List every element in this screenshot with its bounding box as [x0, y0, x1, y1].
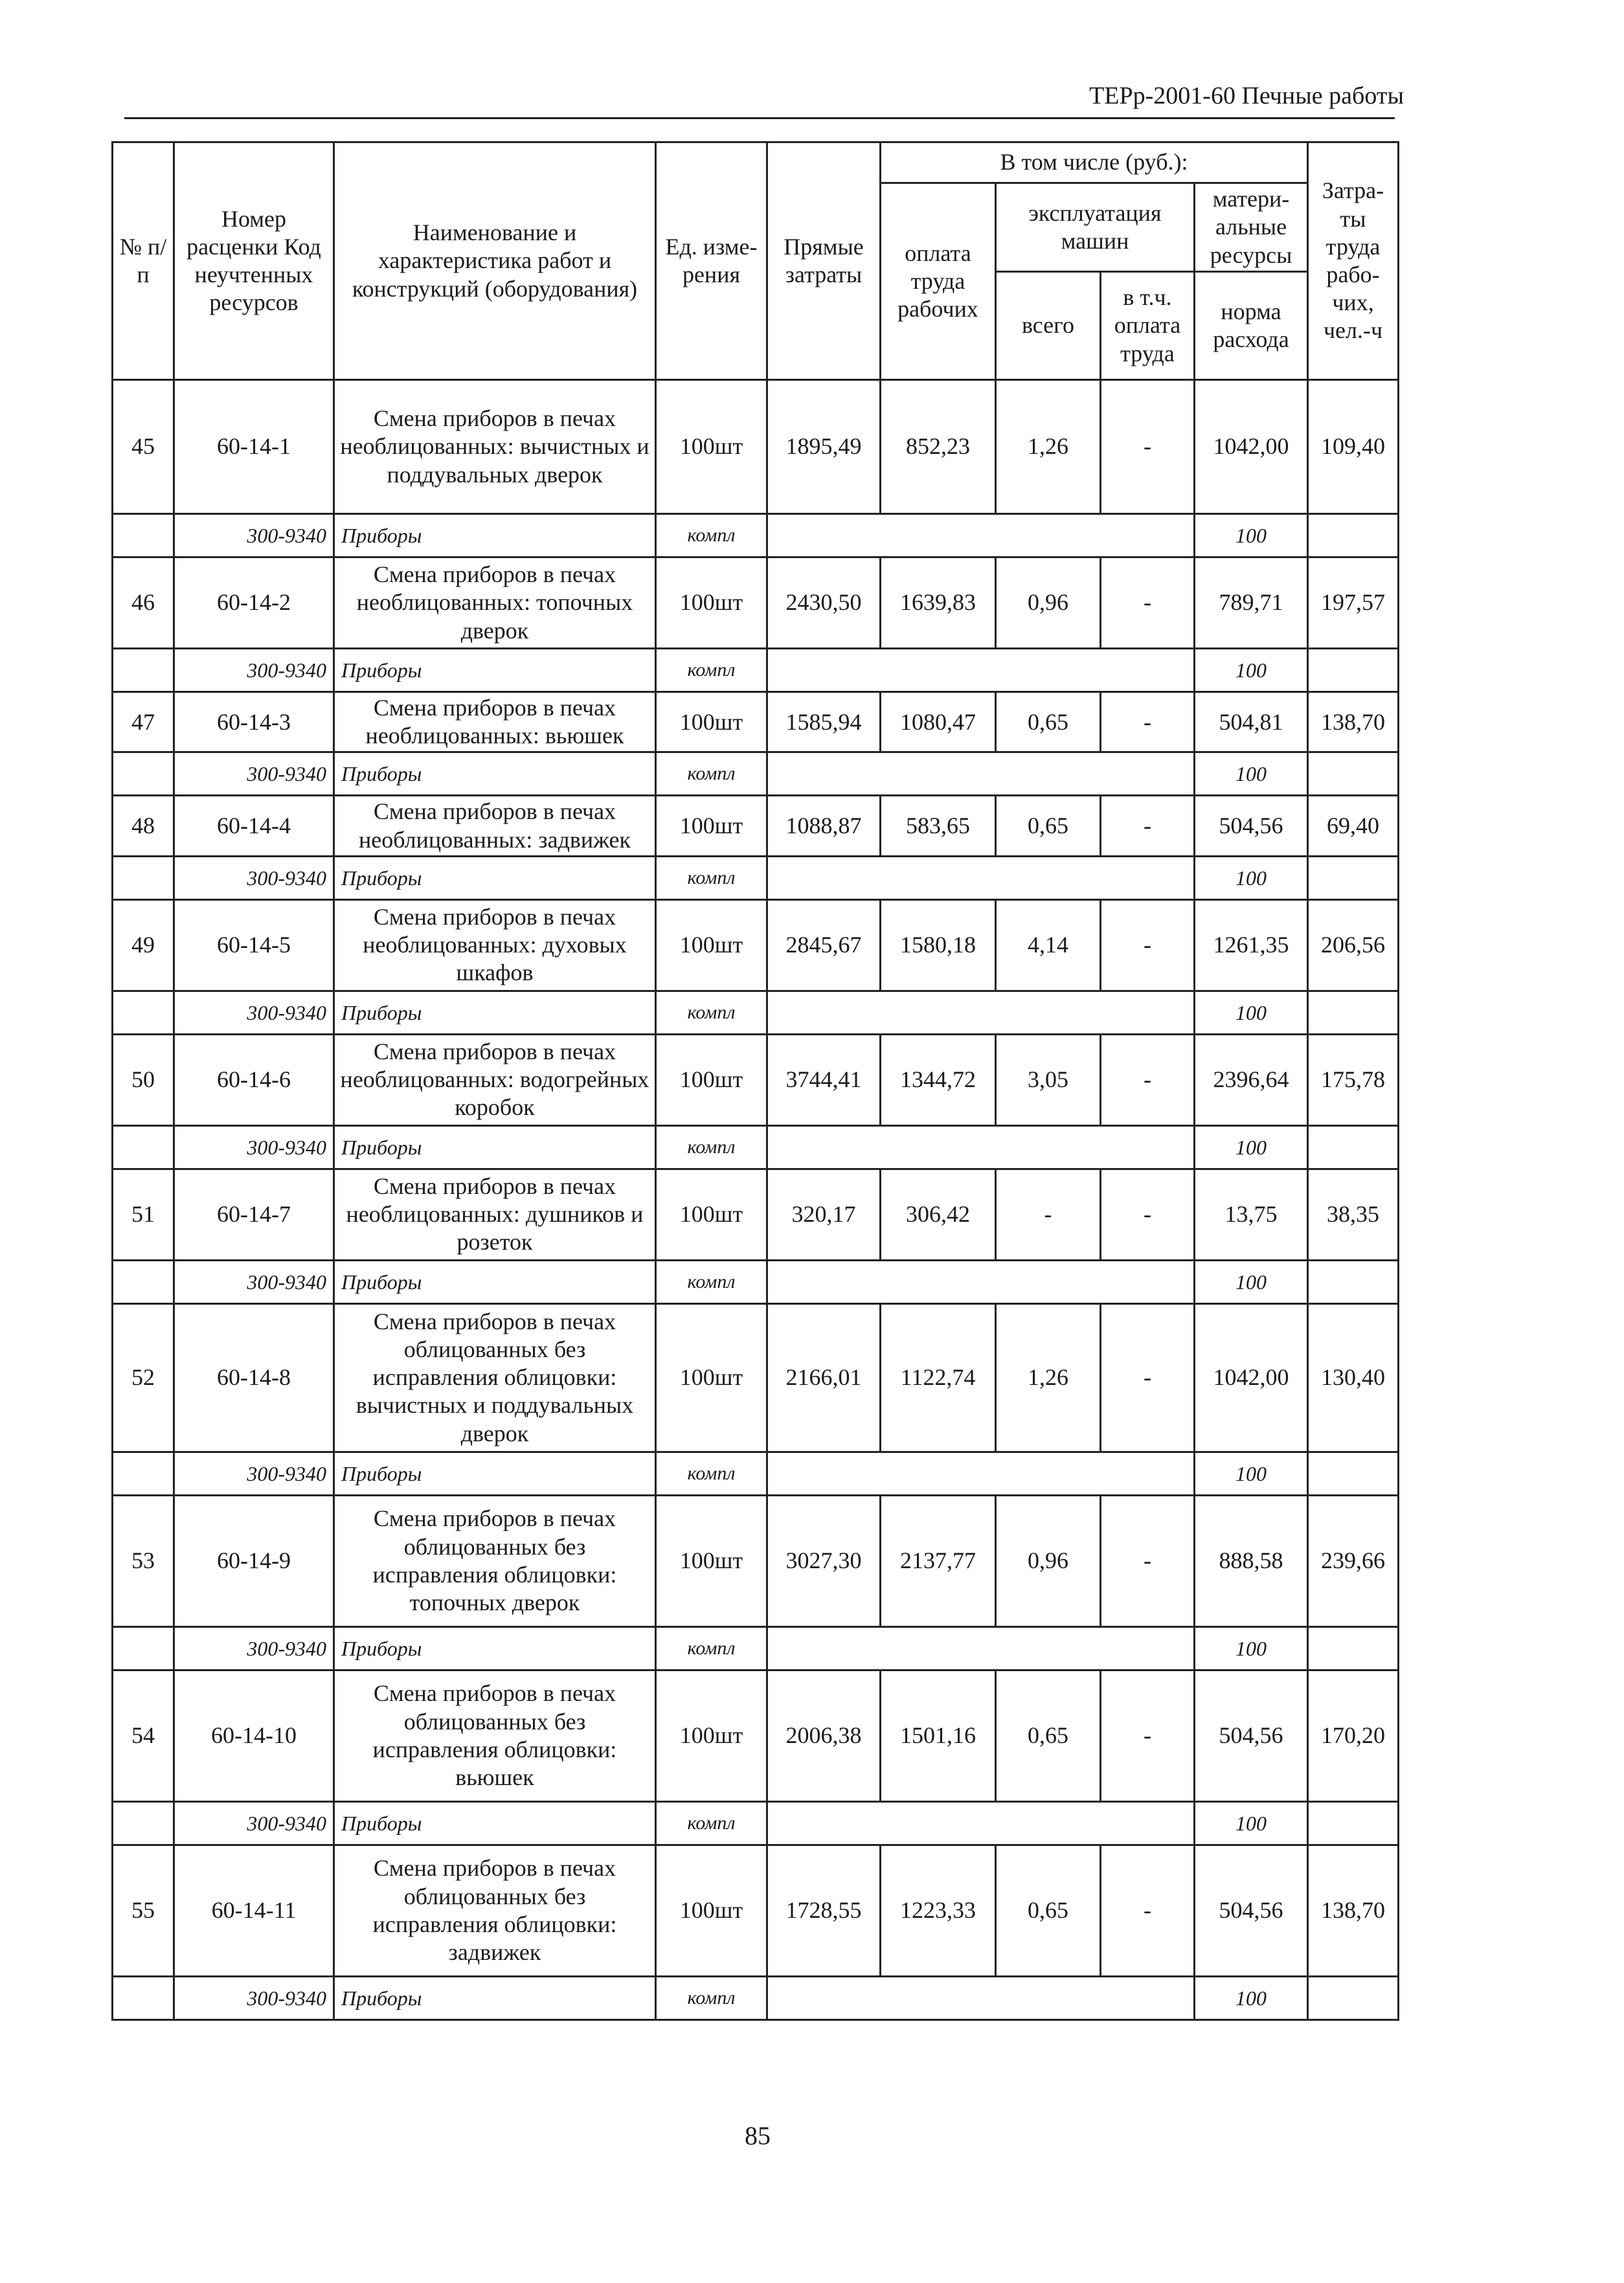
- row-num: 52: [113, 1303, 174, 1452]
- row-code: 60-14-7: [174, 1169, 334, 1260]
- row-labor-pay: 1080,47: [881, 692, 996, 752]
- document-header-title: ТЕРр-2001-60 Печные работы: [1089, 82, 1404, 109]
- resource-hours: [1308, 1452, 1399, 1495]
- row-code: 60-14-10: [174, 1670, 334, 1801]
- row-labor-pay: 583,65: [881, 796, 996, 856]
- row-machines-labor: -: [1101, 1495, 1195, 1626]
- table-row: [113, 557, 1399, 649]
- row-direct-costs: 2006,38: [767, 1670, 881, 1801]
- row-machines-labor: -: [1101, 1670, 1195, 1801]
- row-labor-hours: 197,57: [1308, 557, 1399, 649]
- row-materials: 504,56: [1195, 1845, 1308, 1976]
- row-machines-total: 0,65: [996, 1670, 1101, 1801]
- resource-norm: 100: [1195, 1260, 1308, 1303]
- row-labor-hours: 206,56: [1308, 899, 1399, 991]
- header-machines-total: всего: [996, 272, 1101, 380]
- row-name: Смена приборов в печах облицованных без исправления облицовки: вычистных и поддувальных дверок: [334, 1303, 656, 1452]
- resource-hours: [1308, 752, 1399, 796]
- row-code: 60-14-4: [174, 796, 334, 856]
- resource-code: 300-9340: [174, 514, 334, 557]
- resource-hours: [1308, 1125, 1399, 1169]
- table-row: [113, 1169, 1399, 1260]
- resource-unit: компл: [656, 514, 767, 557]
- row-machines-labor: -: [1101, 796, 1195, 856]
- resource-num: [113, 991, 174, 1034]
- resource-hours: [1308, 991, 1399, 1034]
- row-code: 60-14-8: [174, 1303, 334, 1452]
- row-machines-labor: -: [1101, 1169, 1195, 1260]
- resource-row: [113, 1801, 1399, 1845]
- table-row: [113, 1670, 1399, 1801]
- row-materials: 504,56: [1195, 1670, 1308, 1801]
- row-name: Смена приборов в печах необлицованных: задвижек: [334, 796, 656, 856]
- header-machines-labor: в т.ч. оплата труда: [1101, 272, 1195, 380]
- table-body: [113, 380, 1399, 2020]
- row-machines-total: 0,65: [996, 1845, 1101, 1976]
- resource-hours: [1308, 856, 1399, 899]
- row-num: 46: [113, 557, 174, 649]
- header-machines: эксплуатация машин: [996, 183, 1195, 272]
- row-unit: 100шт: [656, 1670, 767, 1801]
- row-name: Смена приборов в печах облицованных без исправления облицовки: вьюшек: [334, 1670, 656, 1801]
- row-num: 49: [113, 899, 174, 991]
- resource-name: Приборы: [334, 856, 656, 899]
- resource-row: [113, 856, 1399, 899]
- row-labor-pay: 852,23: [881, 380, 996, 514]
- row-machines-total: 1,26: [996, 380, 1101, 514]
- row-materials: 1261,35: [1195, 899, 1308, 991]
- row-labor-hours: 170,20: [1308, 1670, 1399, 1801]
- row-num: 45: [113, 380, 174, 514]
- resource-unit: компл: [656, 649, 767, 692]
- row-unit: 100шт: [656, 796, 767, 856]
- resource-norm: 100: [1195, 856, 1308, 899]
- rates-table: [111, 141, 1399, 2021]
- row-machines-total: 4,14: [996, 899, 1101, 991]
- resource-blank: [767, 752, 1195, 796]
- resource-name: Приборы: [334, 1801, 656, 1845]
- row-machines-labor: -: [1101, 1845, 1195, 1976]
- row-labor-hours: 175,78: [1308, 1034, 1399, 1125]
- row-labor-hours: 69,40: [1308, 796, 1399, 856]
- row-labor-pay: 1122,74: [881, 1303, 996, 1452]
- resource-code: 300-9340: [174, 856, 334, 899]
- row-materials: 504,81: [1195, 692, 1308, 752]
- resource-name: Приборы: [334, 991, 656, 1034]
- resource-blank: [767, 1801, 1195, 1845]
- row-direct-costs: 320,17: [767, 1169, 881, 1260]
- resource-code: 300-9340: [174, 649, 334, 692]
- resource-name: Приборы: [334, 752, 656, 796]
- resource-unit: компл: [656, 1452, 767, 1495]
- resource-num: [113, 1452, 174, 1495]
- resource-norm: 100: [1195, 649, 1308, 692]
- page-number: 85: [745, 2121, 771, 2150]
- row-labor-pay: 1344,72: [881, 1034, 996, 1125]
- row-name: Смена приборов в печах необлицованных: душников и розеток: [334, 1169, 656, 1260]
- resource-hours: [1308, 649, 1399, 692]
- table-row: [113, 1845, 1399, 1976]
- resource-num: [113, 752, 174, 796]
- resource-norm: 100: [1195, 991, 1308, 1034]
- resource-unit: компл: [656, 1260, 767, 1303]
- row-unit: 100шт: [656, 1495, 767, 1626]
- header-direct-costs: Прямые затраты: [767, 142, 881, 380]
- row-labor-pay: 1639,83: [881, 557, 996, 649]
- table-row: [113, 1495, 1399, 1626]
- resource-hours: [1308, 1626, 1399, 1670]
- row-num: 53: [113, 1495, 174, 1626]
- resource-row: [113, 1452, 1399, 1495]
- resource-unit: компл: [656, 1125, 767, 1169]
- row-num: 54: [113, 1670, 174, 1801]
- row-unit: 100шт: [656, 1303, 767, 1452]
- row-machines-labor: -: [1101, 899, 1195, 991]
- row-materials: 2396,64: [1195, 1034, 1308, 1125]
- header-divider: [124, 117, 1395, 119]
- row-machines-labor: -: [1101, 557, 1195, 649]
- row-num: 50: [113, 1034, 174, 1125]
- resource-norm: 100: [1195, 1976, 1308, 2019]
- row-materials: 504,56: [1195, 796, 1308, 856]
- resource-row: [113, 1125, 1399, 1169]
- row-unit: 100шт: [656, 1034, 767, 1125]
- header-labor-pay: оплата труда рабочих: [881, 183, 996, 380]
- row-code: 60-14-5: [174, 899, 334, 991]
- resource-blank: [767, 1626, 1195, 1670]
- row-num: 48: [113, 796, 174, 856]
- row-unit: 100шт: [656, 692, 767, 752]
- header-name: Наименование и характеристика работ и конструкций (оборудования): [334, 142, 656, 380]
- row-name: Смена приборов в печах облицованных без исправления облицовки: топочных дверок: [334, 1495, 656, 1626]
- resource-code: 300-9340: [174, 1452, 334, 1495]
- row-labor-hours: 38,35: [1308, 1169, 1399, 1260]
- resource-hours: [1308, 514, 1399, 557]
- row-machines-labor: -: [1101, 1303, 1195, 1452]
- resource-code: 300-9340: [174, 1260, 334, 1303]
- header-unit: Ед. изме-рения: [656, 142, 767, 380]
- header-norm: норма расхода: [1195, 272, 1308, 380]
- resource-hours: [1308, 1976, 1399, 2019]
- resource-row: [113, 1976, 1399, 2019]
- resource-norm: 100: [1195, 1125, 1308, 1169]
- table-row: [113, 380, 1399, 514]
- table-row: [113, 899, 1399, 991]
- resource-blank: [767, 514, 1195, 557]
- row-num: 47: [113, 692, 174, 752]
- row-unit: 100шт: [656, 1169, 767, 1260]
- row-code: 60-14-1: [174, 380, 334, 514]
- resource-code: 300-9340: [174, 1626, 334, 1670]
- resource-row: [113, 649, 1399, 692]
- table-row: [113, 796, 1399, 856]
- resource-unit: компл: [656, 1801, 767, 1845]
- row-name: Смена приборов в печах необлицованных: вычистных и поддувальных дверок: [334, 380, 656, 514]
- row-labor-pay: 2137,77: [881, 1495, 996, 1626]
- resource-norm: 100: [1195, 514, 1308, 557]
- row-direct-costs: 2430,50: [767, 557, 881, 649]
- resource-norm: 100: [1195, 752, 1308, 796]
- row-machines-total: 3,05: [996, 1034, 1101, 1125]
- resource-hours: [1308, 1260, 1399, 1303]
- row-labor-hours: 138,70: [1308, 1845, 1399, 1976]
- resource-num: [113, 1976, 174, 2019]
- row-materials: 1042,00: [1195, 380, 1308, 514]
- row-materials: 1042,00: [1195, 1303, 1308, 1452]
- resource-code: 300-9340: [174, 1125, 334, 1169]
- resource-blank: [767, 649, 1195, 692]
- resource-num: [113, 649, 174, 692]
- resource-num: [113, 1125, 174, 1169]
- row-machines-labor: -: [1101, 692, 1195, 752]
- resource-norm: 100: [1195, 1452, 1308, 1495]
- table-row: [113, 1303, 1399, 1452]
- header-labor-cost: Затра-ты труда рабо-чих, чел.-ч: [1308, 142, 1399, 380]
- resource-name: Приборы: [334, 514, 656, 557]
- resource-num: [113, 1626, 174, 1670]
- row-name: Смена приборов в печах необлицованных: вьюшек: [334, 692, 656, 752]
- resource-unit: компл: [656, 1626, 767, 1670]
- resource-blank: [767, 1125, 1195, 1169]
- resource-norm: 100: [1195, 1626, 1308, 1670]
- row-machines-labor: -: [1101, 1034, 1195, 1125]
- header-materials: матери-альные ресурсы: [1195, 183, 1308, 272]
- row-materials: 13,75: [1195, 1169, 1308, 1260]
- resource-unit: компл: [656, 752, 767, 796]
- resource-name: Приборы: [334, 1626, 656, 1670]
- resource-blank: [767, 1976, 1195, 2019]
- resource-row: [113, 1260, 1399, 1303]
- row-name: Смена приборов в печах необлицованных: духовых шкафов: [334, 899, 656, 991]
- row-direct-costs: 3744,41: [767, 1034, 881, 1125]
- resource-name: Приборы: [334, 649, 656, 692]
- table-row: [113, 1034, 1399, 1125]
- resource-blank: [767, 856, 1195, 899]
- row-name: Смена приборов в печах необлицованных: топочных дверок: [334, 557, 656, 649]
- row-machines-total: 0,96: [996, 1495, 1101, 1626]
- row-code: 60-14-2: [174, 557, 334, 649]
- resource-num: [113, 1260, 174, 1303]
- resource-row: [113, 752, 1399, 796]
- resource-code: 300-9340: [174, 991, 334, 1034]
- resource-name: Приборы: [334, 1976, 656, 2019]
- row-num: 51: [113, 1169, 174, 1260]
- row-direct-costs: 2166,01: [767, 1303, 881, 1452]
- row-name: Смена приборов в печах необлицованных: водогрейных коробок: [334, 1034, 656, 1125]
- row-labor-hours: 109,40: [1308, 380, 1399, 514]
- resource-code: 300-9340: [174, 1801, 334, 1845]
- row-machines-total: 0,65: [996, 692, 1101, 752]
- row-direct-costs: 1895,49: [767, 380, 881, 514]
- resource-code: 300-9340: [174, 1976, 334, 2019]
- header-code: Номер расценки Код неучтенных ресурсов: [174, 142, 334, 380]
- row-name: Смена приборов в печах облицованных без исправления облицовки: задвижек: [334, 1845, 656, 1976]
- row-machines-total: -: [996, 1169, 1101, 1260]
- row-labor-hours: 130,40: [1308, 1303, 1399, 1452]
- resource-blank: [767, 1260, 1195, 1303]
- row-labor-pay: 1501,16: [881, 1670, 996, 1801]
- resource-num: [113, 514, 174, 557]
- resource-num: [113, 1801, 174, 1845]
- resource-hours: [1308, 1801, 1399, 1845]
- row-unit: 100шт: [656, 380, 767, 514]
- row-code: 60-14-9: [174, 1495, 334, 1626]
- resource-code: 300-9340: [174, 752, 334, 796]
- row-machines-total: 1,26: [996, 1303, 1101, 1452]
- resource-unit: компл: [656, 1976, 767, 2019]
- row-unit: 100шт: [656, 899, 767, 991]
- row-machines-total: 0,65: [996, 796, 1101, 856]
- row-labor-hours: 239,66: [1308, 1495, 1399, 1626]
- row-direct-costs: 1088,87: [767, 796, 881, 856]
- row-code: 60-14-3: [174, 692, 334, 752]
- row-materials: 888,58: [1195, 1495, 1308, 1626]
- header-including: В том числе (руб.):: [881, 142, 1308, 183]
- header-num: № п/п: [113, 142, 174, 380]
- row-direct-costs: 3027,30: [767, 1495, 881, 1626]
- row-labor-pay: 306,42: [881, 1169, 996, 1260]
- row-labor-hours: 138,70: [1308, 692, 1399, 752]
- resource-blank: [767, 1452, 1195, 1495]
- row-labor-pay: 1580,18: [881, 899, 996, 991]
- row-labor-pay: 1223,33: [881, 1845, 996, 1976]
- resource-name: Приборы: [334, 1125, 656, 1169]
- table-header: [113, 142, 1399, 380]
- resource-unit: компл: [656, 991, 767, 1034]
- row-machines-labor: -: [1101, 380, 1195, 514]
- row-code: 60-14-11: [174, 1845, 334, 1976]
- resource-row: [113, 514, 1399, 557]
- row-direct-costs: 1728,55: [767, 1845, 881, 1976]
- row-machines-total: 0,96: [996, 557, 1101, 649]
- resource-name: Приборы: [334, 1452, 656, 1495]
- table-row: [113, 692, 1399, 752]
- row-num: 55: [113, 1845, 174, 1976]
- resource-num: [113, 856, 174, 899]
- row-direct-costs: 1585,94: [767, 692, 881, 752]
- resource-row: [113, 1626, 1399, 1670]
- row-code: 60-14-6: [174, 1034, 334, 1125]
- resource-blank: [767, 991, 1195, 1034]
- resource-name: Приборы: [334, 1260, 656, 1303]
- resource-unit: компл: [656, 856, 767, 899]
- row-direct-costs: 2845,67: [767, 899, 881, 991]
- row-unit: 100шт: [656, 1845, 767, 1976]
- resource-row: [113, 991, 1399, 1034]
- row-unit: 100шт: [656, 557, 767, 649]
- row-materials: 789,71: [1195, 557, 1308, 649]
- resource-norm: 100: [1195, 1801, 1308, 1845]
